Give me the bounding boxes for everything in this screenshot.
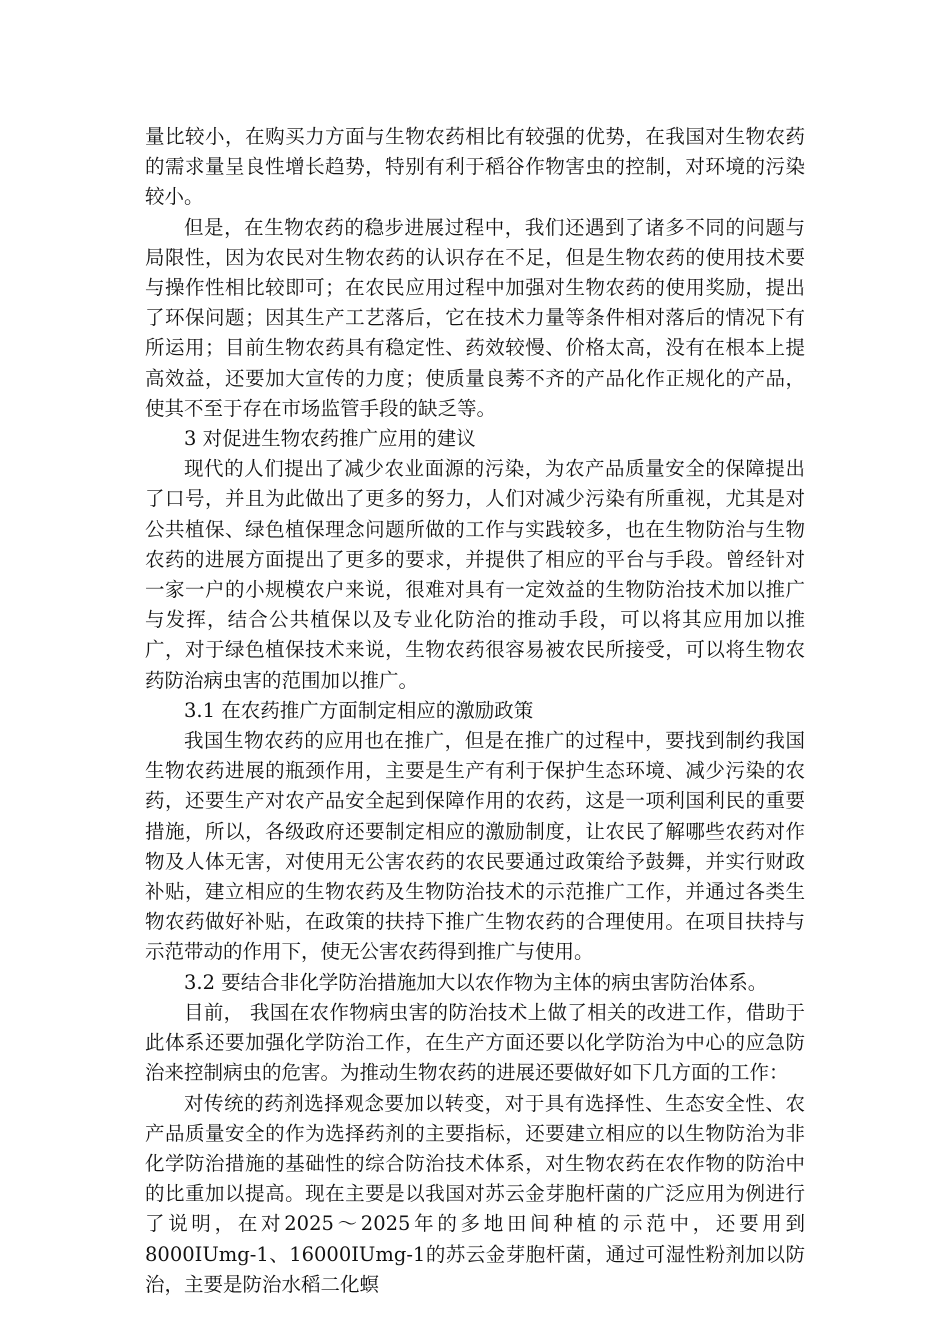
- document-body: [145, 122, 805, 1300]
- paragraph-5: 目前， 我国在农作物病虫害的防治技术上做了相关的改进工作，借助于此体系还要加强化学防治工作，在生产方面还要以化学防治为中心的应急防治来控制病虫的危害。为推动生物农药的进展还要做好如下几方面的工作：: [145, 1000, 805, 1085]
- paragraph-2: 但是，在生物农药的稳步进展过程中，我们还遇到了诸多不同的问题与局限性，因为农民对生物农药的认识存在不足，但是生物农药的使用技术要与操作性相比较即可；在农民应用过程中加强对生物农药的使用奖励，提出了环保问题；因其生产工艺落后，它在技术力量等条件相对落后的情况下有所运用；目前生物农药具有稳定性、药效较慢、价格太高，没有在根本上提高效益，还要加大宣传的力度；使质量良莠不齐的产品化作正规化的产品，使其不至于存在市场监管手段的缺乏等。: [145, 215, 805, 420]
- section-heading-3-2: 3.2 要结合非化学防治措施加大以农作物为主体的病虫害防治体系。: [184, 970, 768, 994]
- paragraph-6: 对传统的药剂选择观念要加以转变，对于具有选择性、生态安全性、农产品质量安全的作为选择药剂的主要指标，还要建立相应的以生物防治为非化学防治措施的基础性的综合防治技术体系，对生物农药在农作物的防治中的比重加以提高。现在主要是以我国对苏云金芽胞杆菌的广泛应用为例进行了说明，在对2025～2025年的多地田间种植的示范中，还要用到8000IUmg-1、16000IUmg-1的苏云金芽胞杆菌，通过可湿性粉剂加以防治，主要是防治水稻二化螟: [145, 1091, 805, 1296]
- paragraph-3: 现代的人们提出了减少农业面源的污染，为农产品质量安全的保障提出了口号，并且为此做出了更多的努力，人们对减少污染有所重视，尤其是对公共植保、绿色植保理念问题所做的工作与实践较多，也在生物防治与生物农药的进展方面提出了更多的要求，并提供了相应的平台与手段。曾经针对一家一户的小规模农户来说，很难对具有一定效益的生物防治技术加以推广与发挥，结合公共植保以及专业化防治的推动手段，可以将其应用加以推广，对于绿色植保技术来说，生物农药很容易被农民所接受，可以将生物农药防治病虫害的范围加以推广。: [145, 457, 805, 692]
- paragraph-1: 量比较小，在购买力方面与生物农药相比有较强的优势，在我国对生物农药的需求量呈良性增长趋势，特别有利于稻谷作物害虫的控制，对环境的污染较小。: [145, 125, 805, 209]
- section-heading-3: 3 对促进生物农药推广应用的建议: [184, 427, 476, 451]
- section-heading-3-1: 3.1 在农药推广方面制定相应的激励政策: [184, 698, 534, 722]
- paragraph-4: 我国生物农药的应用也在推广，但是在推广的过程中，要找到制约我国生物农药进展的瓶颈作用，主要是生产有利于保护生态环境、减少污染的农药，还要生产对农产品安全起到保障作用的农药，这是一项利国利民的重要措施，所以，各级政府还要制定相应的激励制度，让农民了解哪些农药对作物及人体无害，对使用无公害农药的农民要通过政策给予鼓舞，并实行财政补贴，建立相应的生物农药及生物防治技术的示范推广工作，并通过各类生物农药做好补贴，在政策的扶持下推广生物农药的合理使用。在项目扶持与示范带动的作用下，使无公害农药得到推广与使用。: [145, 729, 805, 964]
